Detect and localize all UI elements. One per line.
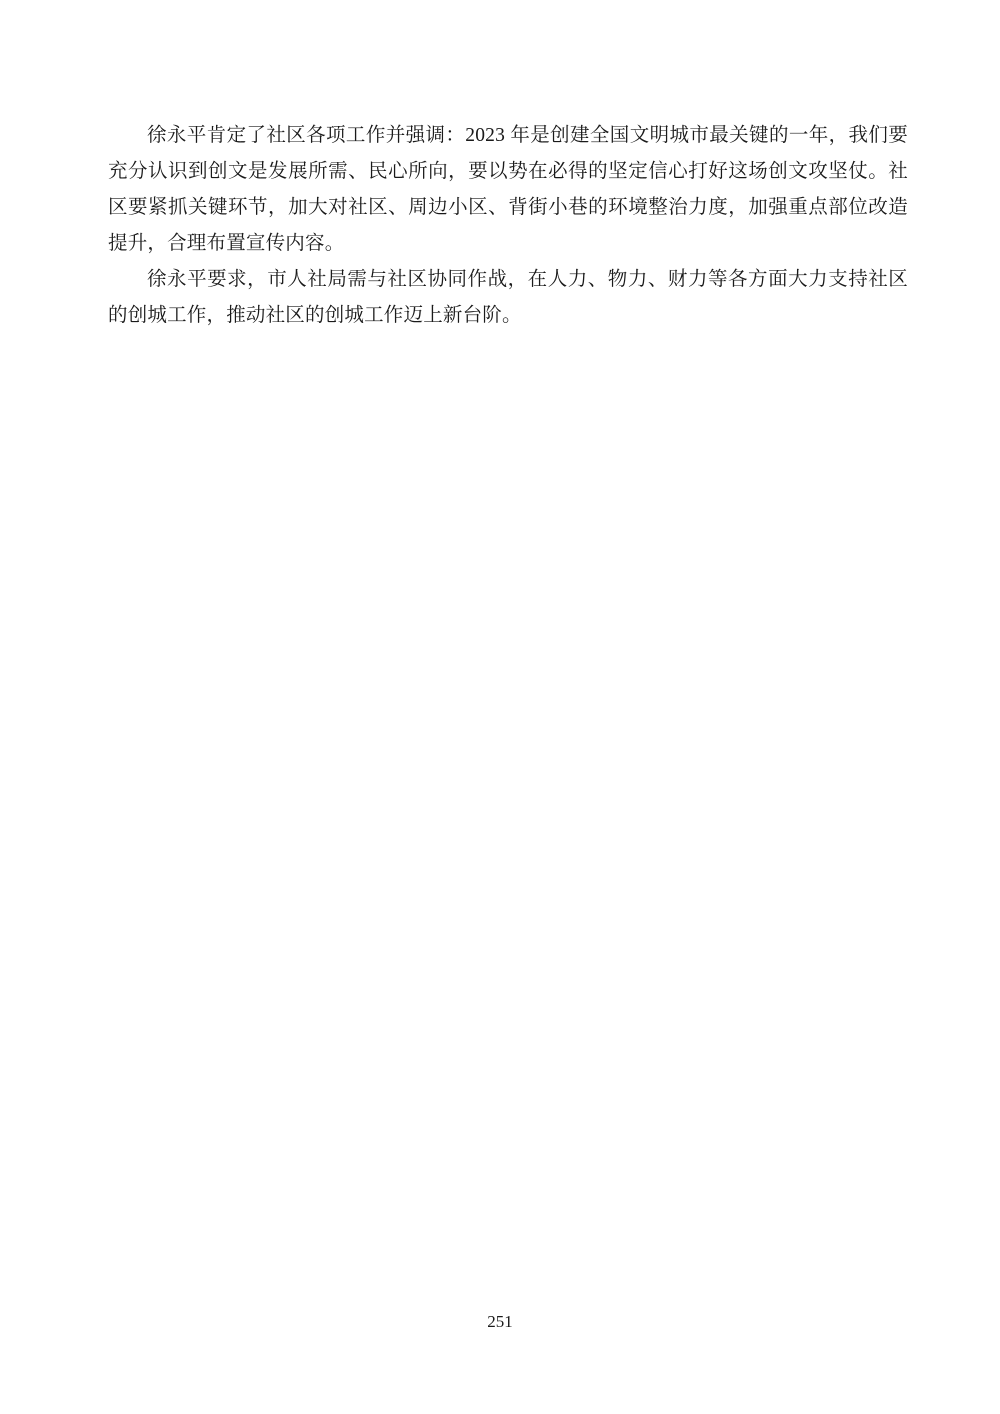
document-body xyxy=(108,118,908,334)
paragraph-1: 徐永平肯定了社区各项工作并强调：2023 年是创建全国文明城市最关键的一年，我们要充分认识到创文是发展所需、民心所向，要以势在必得的坚定信心打好这场创文攻坚仗。社区要紧抓关键环节，加大对社区、周边小区、背街小巷的环境整治力度，加强重点部位改造提升，合理布置宣传内容。 xyxy=(108,125,908,254)
paragraph-2: 徐永平要求，市人社局需与社区协同作战，在人力、物力、财力等各方面大力支持社区的创城工作，推动社区的创城工作迈上新台阶。 xyxy=(108,269,908,326)
page-number: 251 xyxy=(487,1312,513,1331)
